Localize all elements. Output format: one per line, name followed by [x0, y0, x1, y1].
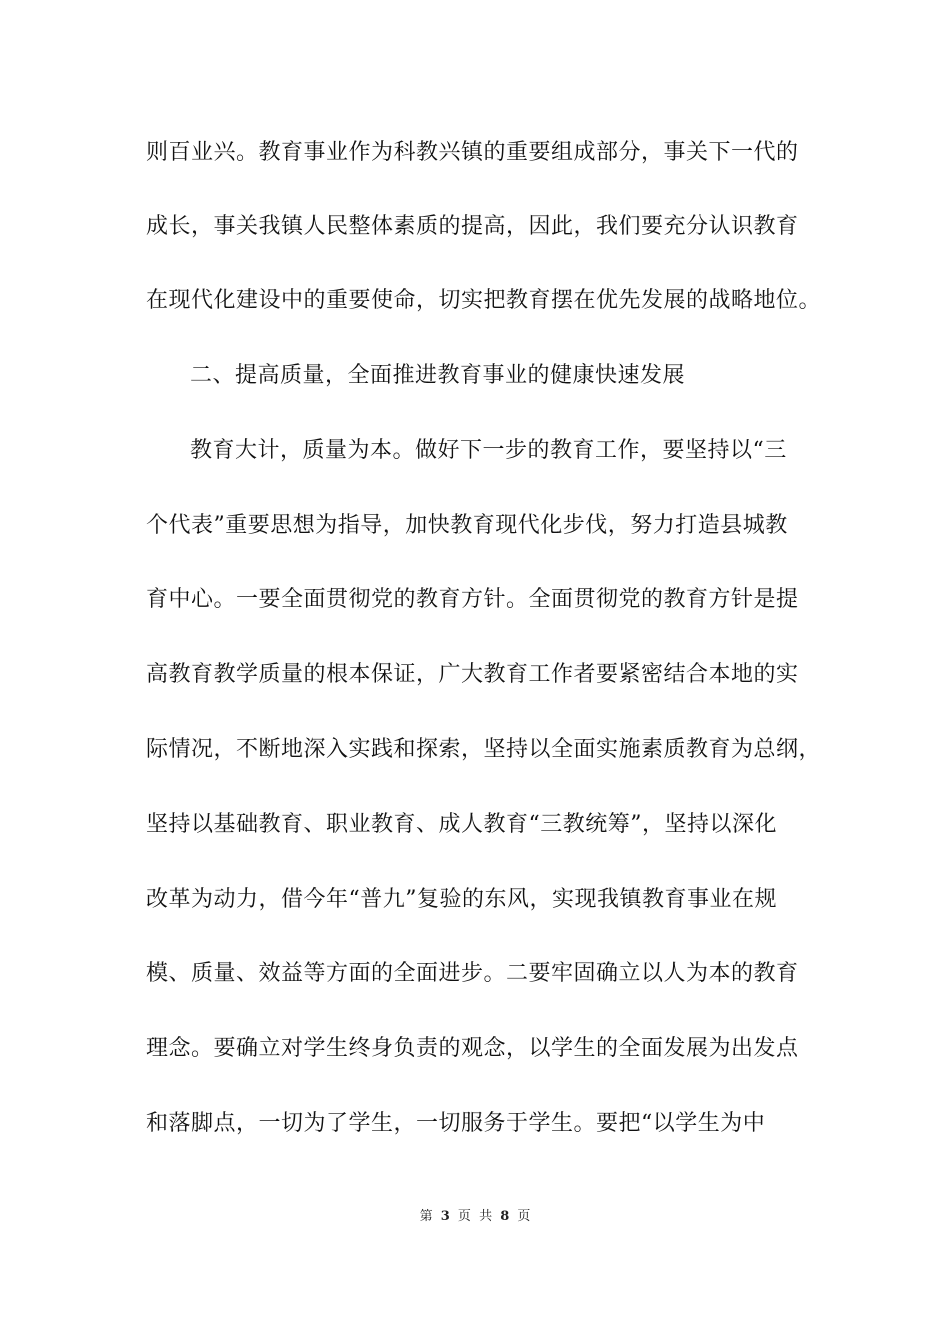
footer-total-word: 共: [479, 1209, 493, 1224]
body-line-11: 改革为动力，借今年“普九”复验的东风，实现我镇教育事业在规: [146, 887, 777, 912]
body-line-8: 高教育教学质量的根本保证，广大教育工作者要紧密结合本地的实: [146, 662, 799, 687]
body-line-6: 个代表”重要思想为指导，加快教育现代化步伐，努力打造县城教: [146, 513, 788, 538]
current-page-number: 3: [440, 1209, 450, 1224]
body-line-12: 模、质量、效益等方面的全面进步。二要牢固确立以人为本的教育: [146, 961, 799, 986]
body-line-1: 则百业兴。教育事业作为科教兴镇的重要组成部分，事关下一代的: [146, 140, 799, 165]
footer-suffix: 页: [517, 1209, 531, 1224]
page-footer: [0, 1208, 950, 1226]
body-line-5: 教育大计，质量为本。做好下一步的教育工作，要坚持以“三: [190, 438, 787, 463]
body-line-9: 际情况，不断地深入实践和探索，坚持以全面实施素质教育为总纲，: [146, 737, 822, 762]
body-line-2: 成长，事关我镇人民整体素质的提高，因此，我们要充分认识教育: [146, 214, 799, 239]
body-line-13: 理念。要确立对学生终身负责的观念，以学生的全面发展为出发点: [146, 1036, 799, 1061]
body-line-10: 坚持以基础教育、职业教育、成人教育“三教统筹”，坚持以深化: [146, 812, 777, 837]
body-line-3: 在现代化建设中的重要使命，切实把教育摆在优先发展的战略地位。: [146, 288, 822, 313]
section-heading: 二、提高质量，全面推进教育事业的健康快速发展: [190, 363, 686, 388]
footer-page-word: 页: [457, 1209, 471, 1224]
body-line-14: 和落脚点，一切为了学生，一切服务于学生。要把“以学生为中: [146, 1111, 766, 1136]
body-line-7: 育中心。一要全面贯彻党的教育方针。全面贯彻党的教育方针是提: [146, 587, 799, 612]
footer-prefix: 第: [419, 1209, 433, 1224]
total-pages-number: 8: [500, 1209, 510, 1224]
